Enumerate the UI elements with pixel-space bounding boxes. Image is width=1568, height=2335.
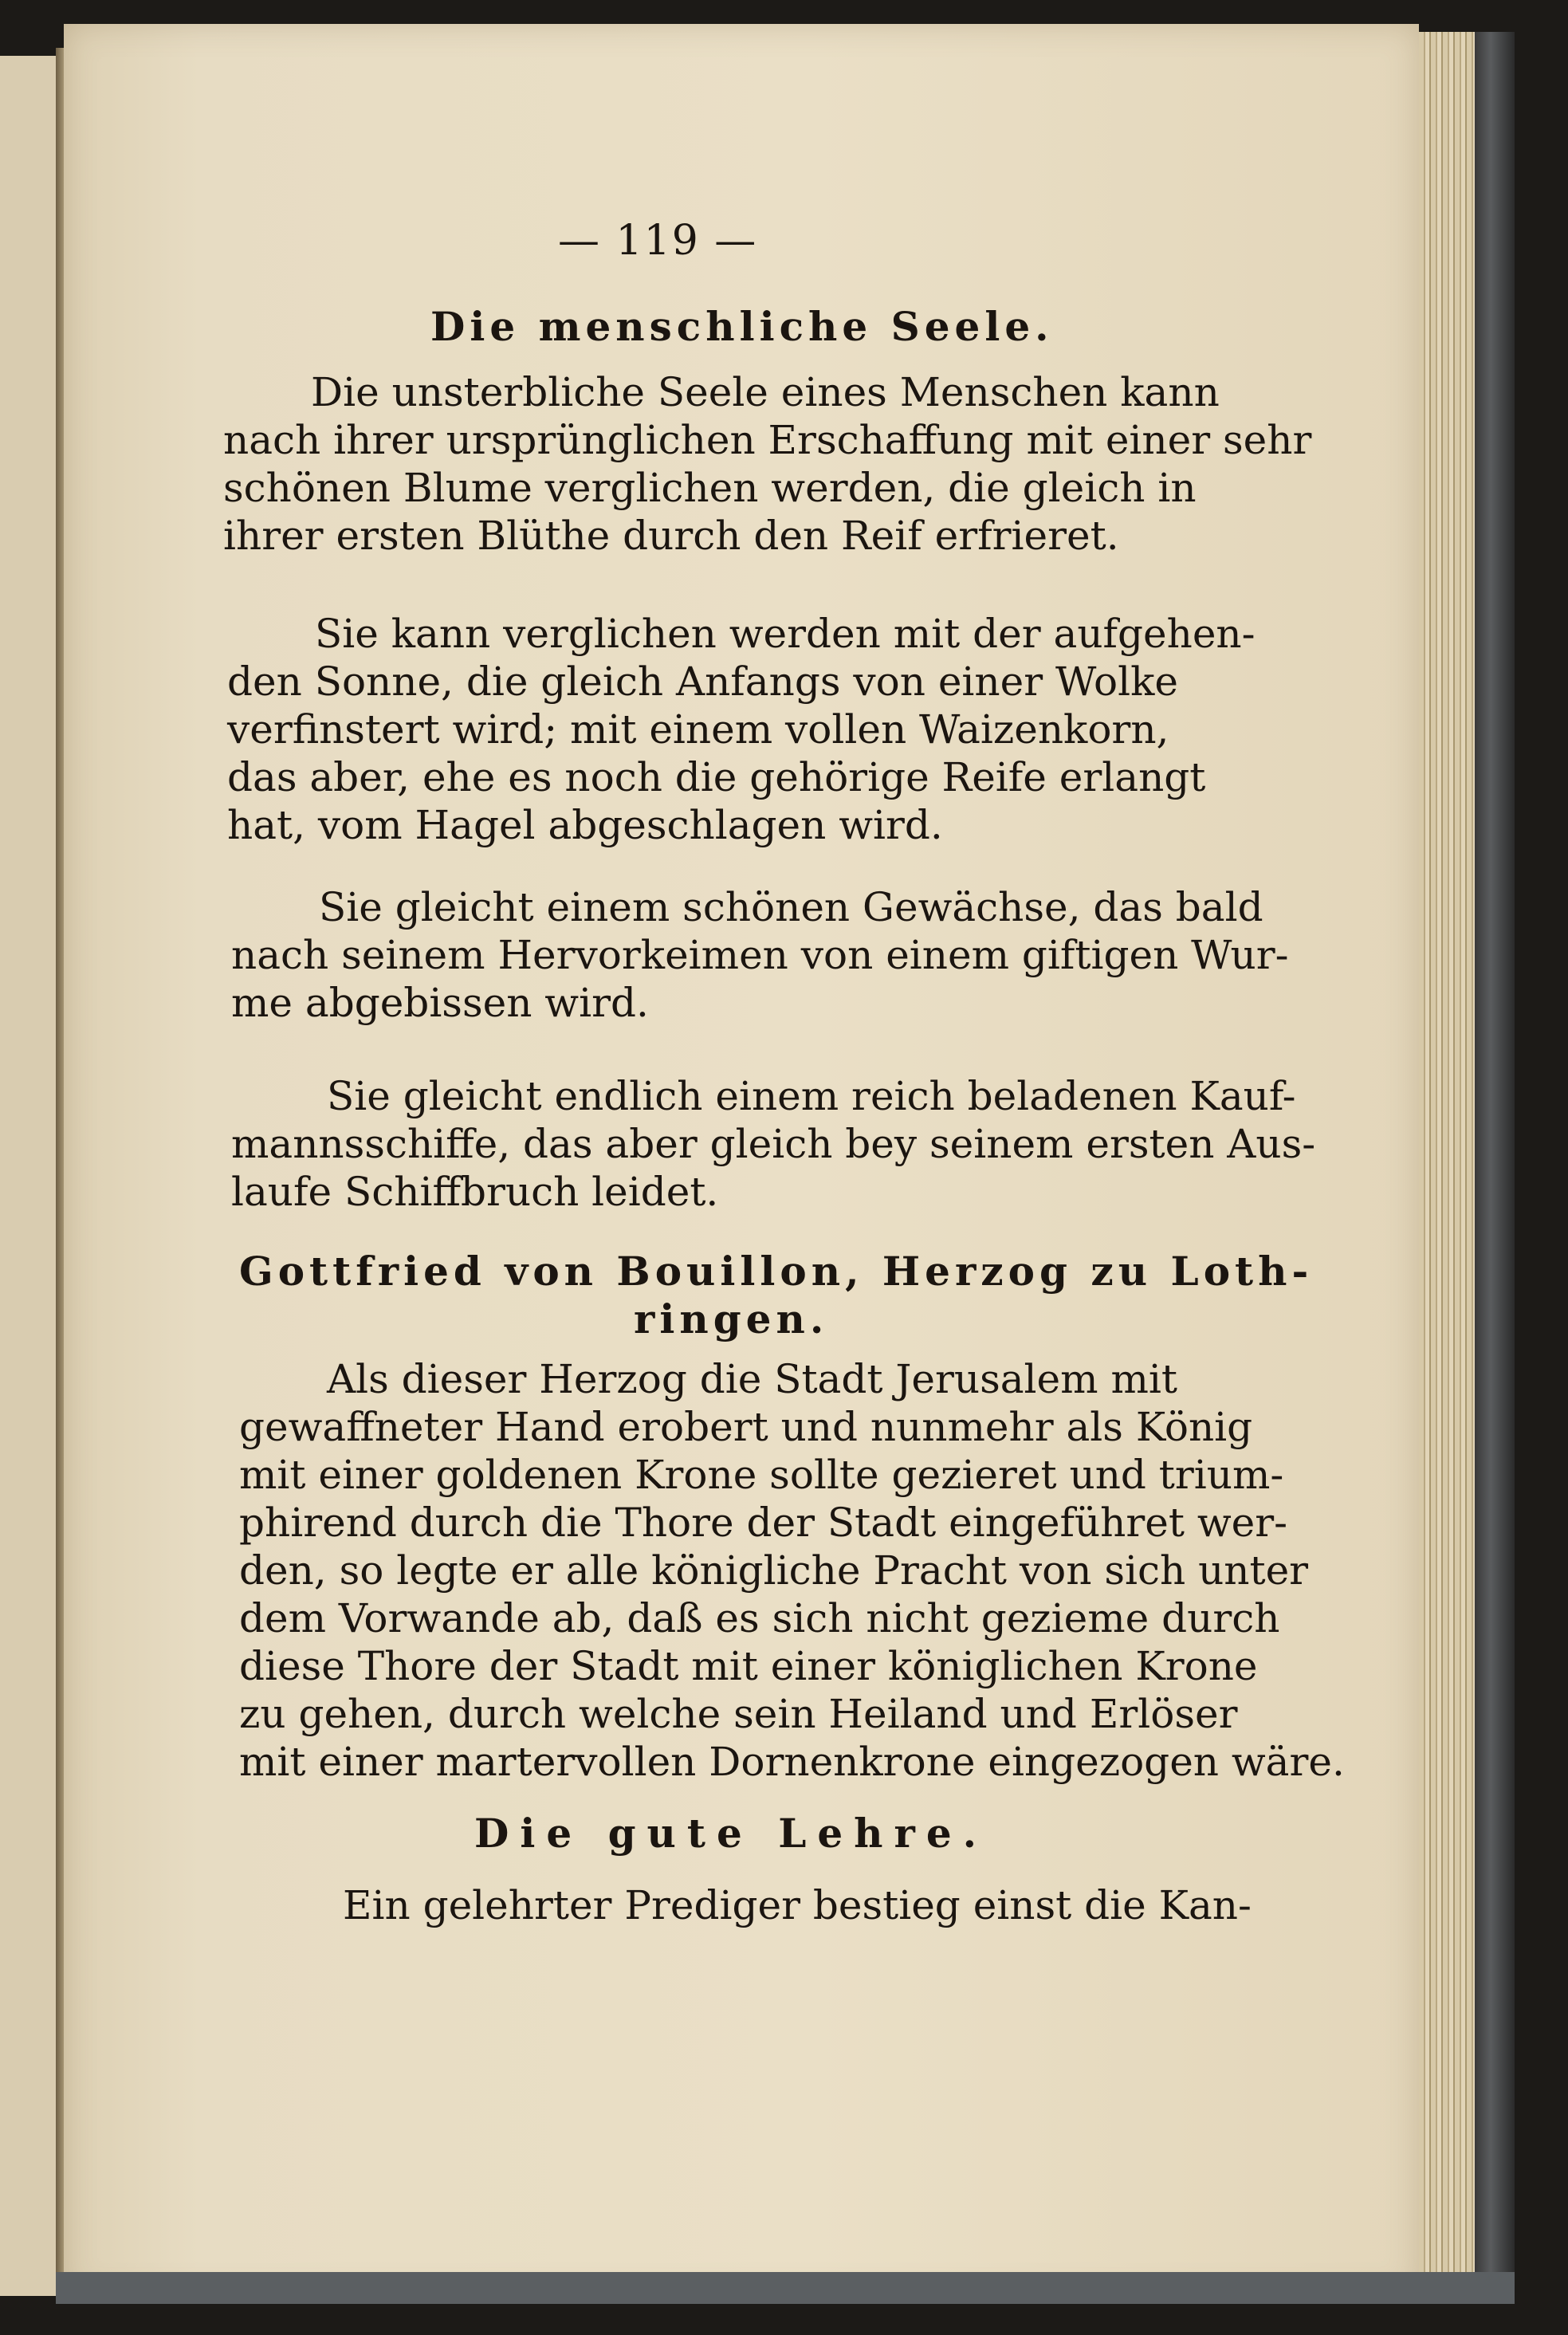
- section-heading: Die gute Lehre.: [474, 1810, 988, 1857]
- text-line: ihrer ersten Blüthe durch den Reif erfrieret.: [223, 513, 1119, 559]
- text-line: den Sonne, die gleich Anfangs von einer Wolke: [227, 658, 1178, 705]
- text-line: den, so legte er alle königliche Pracht von sich unter: [239, 1547, 1309, 1594]
- text-line: Als dieser Herzog die Stadt Jerusalem mit: [327, 1356, 1177, 1402]
- section-heading: Gottfried von Bouillon, Herzog zu Loth-: [239, 1248, 1314, 1295]
- text-line: mannsschiffe, das aber gleich bey seinem ersten Aus-: [231, 1121, 1316, 1167]
- text-line: Ein gelehrter Prediger bestieg einst die Kan-: [343, 1882, 1252, 1928]
- section-heading: Die menschliche Seele.: [430, 303, 1054, 350]
- text-line: hat, vom Hagel abgeschlagen wird.: [227, 802, 943, 848]
- text-line: zu gehen, durch welche sein Heiland und Erlöser: [239, 1691, 1238, 1737]
- text-line: gewaffneter Hand erobert und nunmehr als König: [239, 1404, 1253, 1450]
- text-line: das aber, ehe es noch die gehörige Reife erlangt: [227, 754, 1206, 800]
- text-line: laufe Schiffbruch leidet.: [231, 1169, 719, 1215]
- text-line: verfinstert wird; mit einem vollen Waizenkorn,: [227, 706, 1169, 753]
- text-line: mit einer goldenen Krone sollte gezieret und trium-: [239, 1452, 1284, 1498]
- text-line: Die unsterbliche Seele eines Menschen kann: [311, 369, 1220, 415]
- section-heading-continuation: ringen.: [634, 1295, 829, 1342]
- text-line: dem Vorwande ab, daß es sich nicht gezieme durch: [239, 1595, 1280, 1641]
- page-number: — 119 —: [558, 217, 758, 265]
- text-line: diese Thore der Stadt mit einer königlichen Krone: [239, 1643, 1258, 1689]
- text-line: mit einer martervollen Dornenkrone eingezogen wäre.: [239, 1739, 1345, 1785]
- text-line: me abgebissen wird.: [231, 980, 649, 1026]
- text-line: schönen Blume verglichen werden, die gleich in: [223, 465, 1197, 511]
- text-line: Sie gleicht endlich einem reich beladenen Kauf-: [327, 1073, 1296, 1119]
- text-line: phirend durch die Thore der Stadt eingeführet wer-: [239, 1500, 1288, 1546]
- text-line: nach ihrer ursprünglichen Erschaffung mit einer sehr: [223, 417, 1312, 463]
- text-line: nach seinem Hervorkeimen von einem giftigen Wur-: [231, 932, 1289, 978]
- text-line: Sie kann verglichen werden mit der aufgehen-: [315, 611, 1256, 657]
- text-line: Sie gleicht einem schönen Gewächse, das bald: [319, 884, 1263, 930]
